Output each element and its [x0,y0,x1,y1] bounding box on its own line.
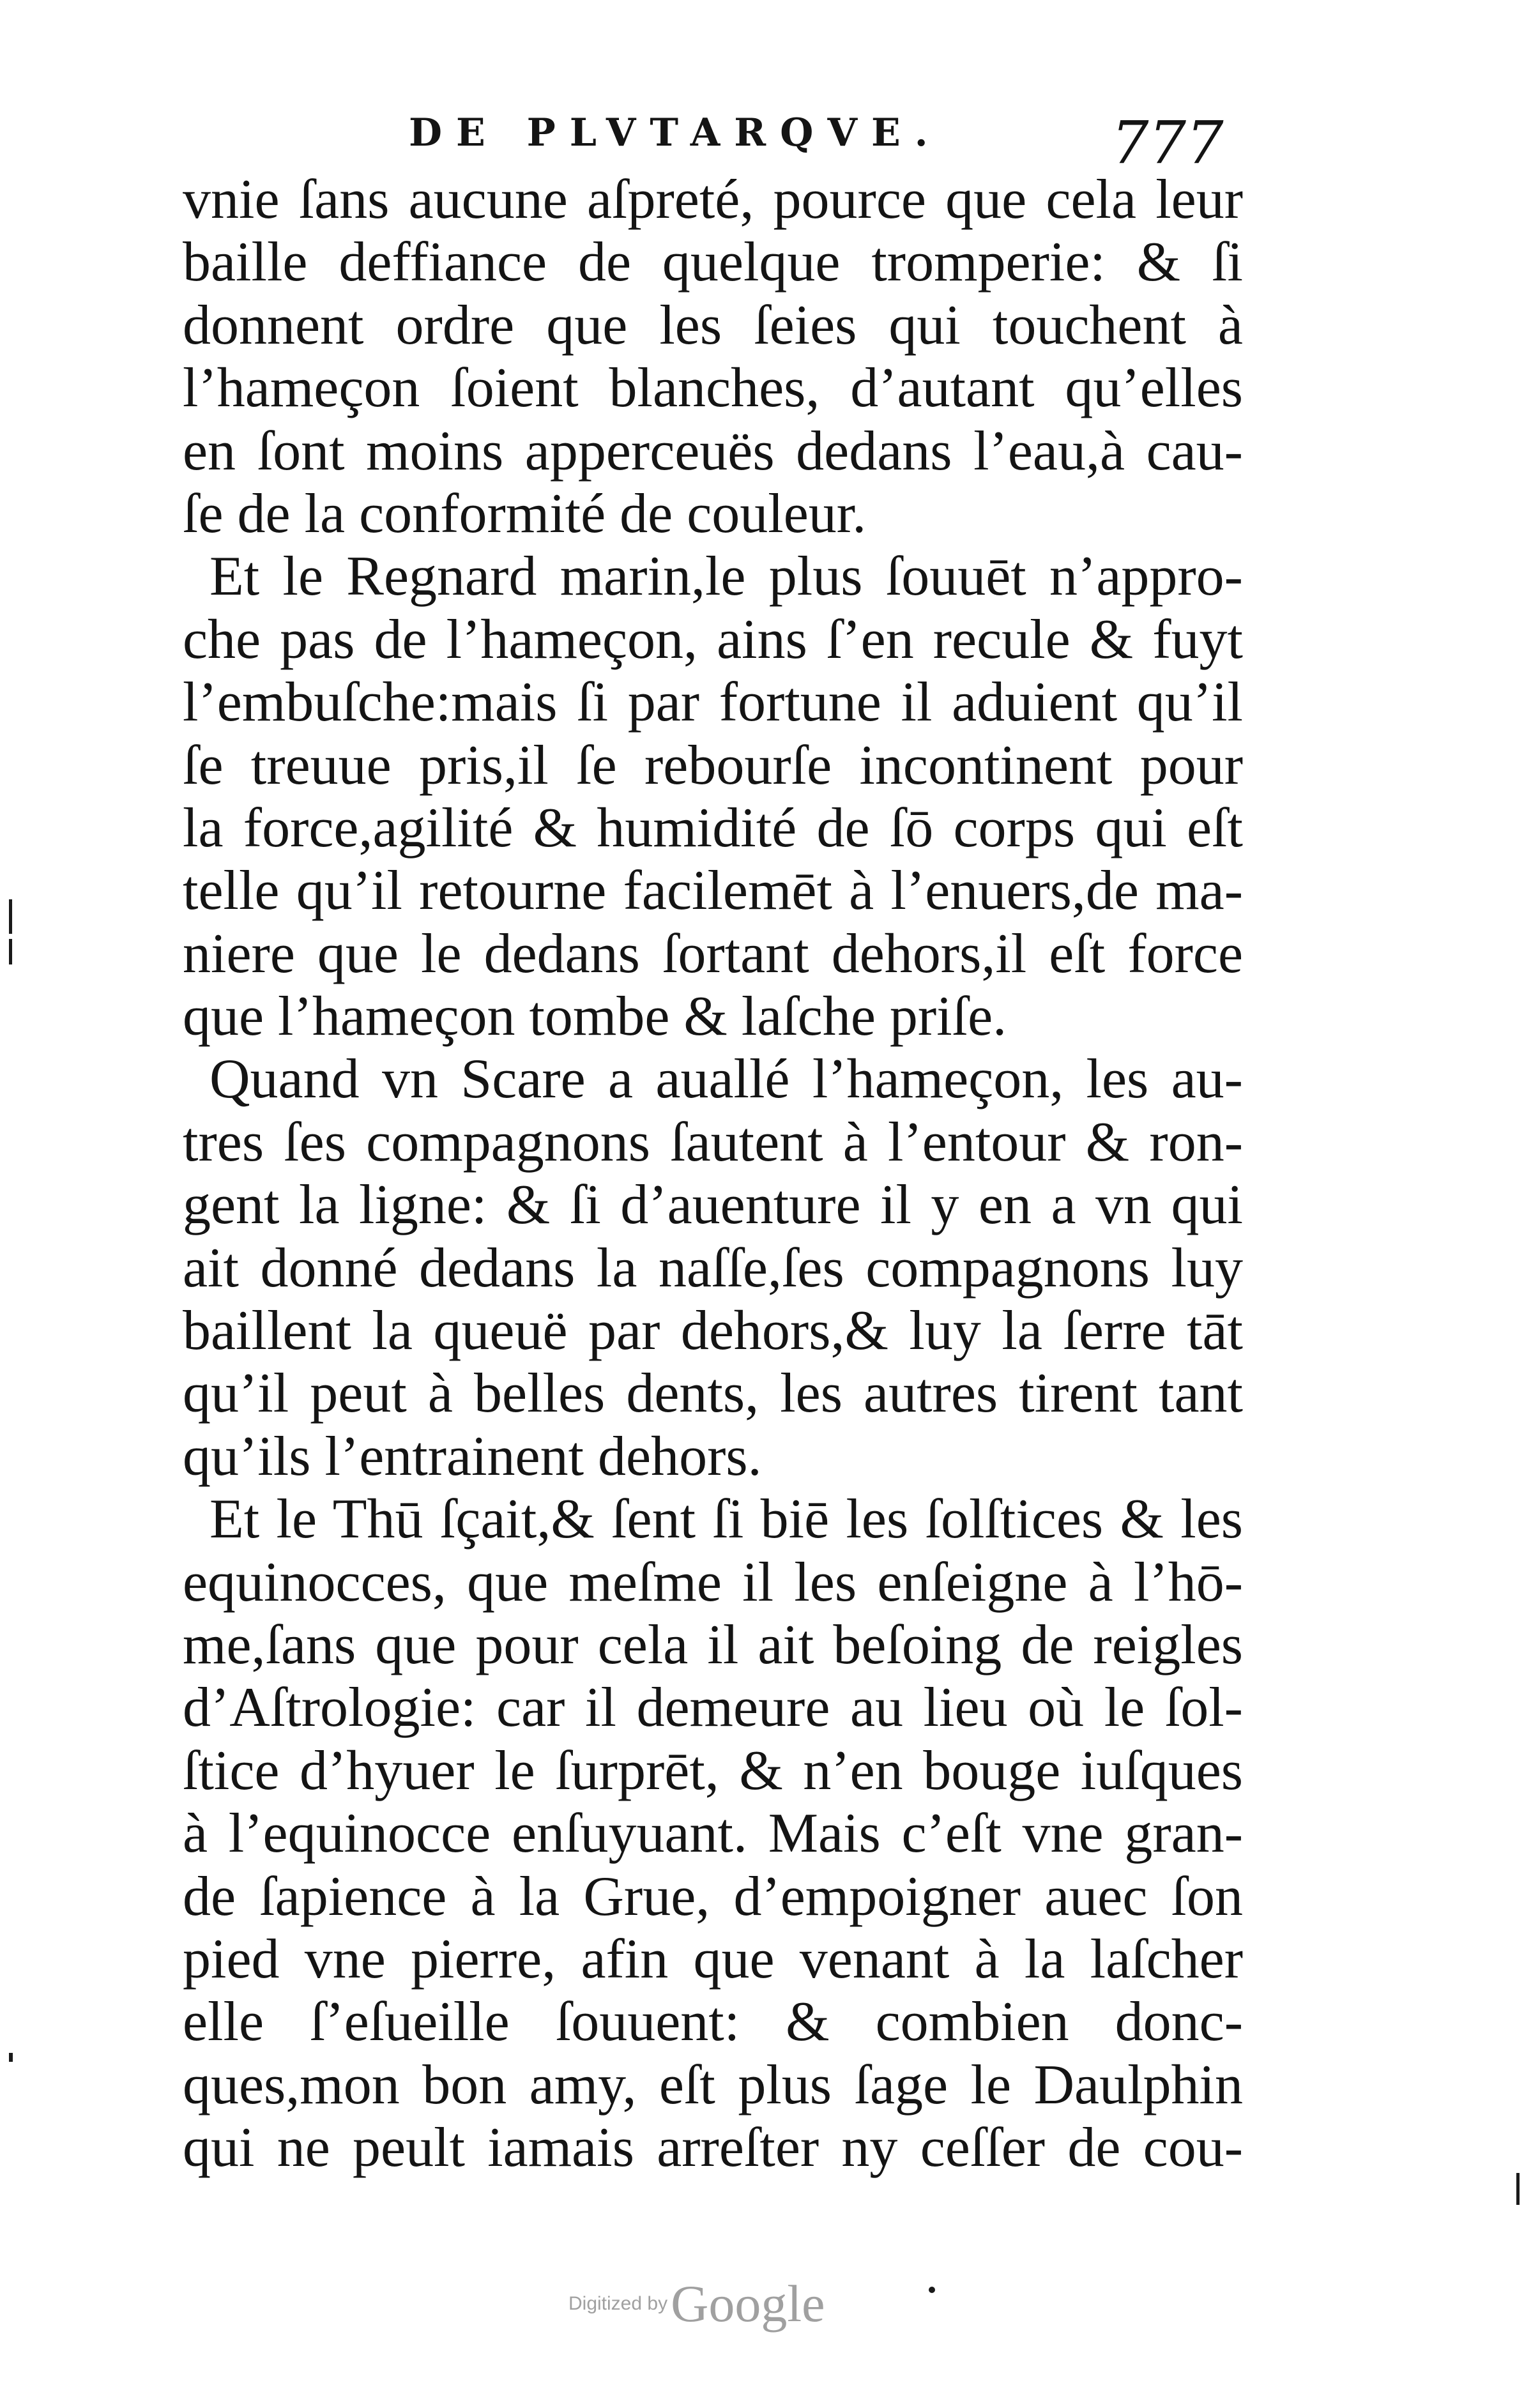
text-line: che pas de l’hameçon, ains ſ’en recule & fuyt [183,608,1243,671]
text-line: qui ne peult iamais arreſter ny ceſſer de cou- [183,2117,1243,2179]
paragraph-first-line: Et le Thū ſçait,& ſent ſi biē les ſolſtices & les [210,1488,1243,1551]
text-line: pied vne pierre, afin que venant à la laſcher [183,1928,1243,1990]
page-number: 777 [1111,109,1224,177]
margin-mark [9,2053,13,2062]
text-line: ſtice d’hyuer le ſurprēt, & n’en bouge iuſques [183,1739,1243,1802]
text-line: donnent ordre que les ſeies qui touchent à [183,294,1243,356]
text-line: ait donné dedans la naſſe,ſes compagnons luy [183,1237,1243,1299]
digitization-watermark [568,2274,825,2334]
running-head: DE PLVTARQVE. [409,110,942,155]
text-line: l’hameçon ſoient blanches, d’autant qu’elles [183,357,1243,420]
margin-mark [9,899,12,934]
ink-speck [929,2287,935,2293]
watermark-prefix: Digitized by [568,2293,668,2314]
text-line: en ſont moins apperceuës dedans l’eau,à cau- [183,420,1243,482]
text-block [183,169,1243,2180]
text-line: elle ſ’eſueille ſouuent: & combien donc- [183,1991,1243,2054]
text-line: l’embuſche:mais ſi par fortune il aduient qu’il [183,671,1243,734]
text-line: qu’il peut à belles dents, les autres tirent tant [183,1362,1243,1425]
text-line: ſe de la conformité de couleur. [183,482,867,545]
text-line: vnie ſans aucune aſpreté, pource que cela leur [183,169,1243,231]
margin-mark [1516,2173,1520,2205]
text-line: gent la ligne: & ſi d’auenture il y en a vn qui [183,1174,1243,1237]
paragraph-first-line: Quand vn Scare a auallé l’hameçon, les au- [210,1048,1243,1111]
text-line: equinocces, que meſme il les enſeigne à l’hō- [183,1551,1243,1613]
text-line: de ſapience à la Grue, d’empoigner auec ſon [183,1865,1243,1928]
text-line: à l’equinocce enſuyuant. Mais c’eſt vne gran- [183,1802,1243,1865]
text-line: qu’ils l’entrainent dehors. [183,1425,762,1488]
text-line: d’Aſtrologie: car il demeure au lieu où le ſol- [183,1677,1243,1739]
text-line: niere que le dedans ſortant dehors,il eſt force [183,922,1243,985]
text-line: ques,mon bon amy, eſt plus ſage le Daulphin [183,2054,1243,2116]
text-line: la force,agilité & humidité de ſō corps qui eſt [183,796,1243,859]
paragraph-first-line: Et le Regnard marin,le plus ſouuēt n’appro- [210,545,1243,608]
text-line: telle qu’il retourne facilemēt à l’enuers,de ma- [183,860,1243,922]
text-line: que l’hameçon tombe & laſche priſe. [183,986,1007,1048]
watermark-logo-text: Google [671,2275,825,2333]
margin-mark [9,939,12,964]
text-line: me,ſans que pour cela il ait beſoing de reigles [183,1613,1243,1676]
text-line: tres ſes compagnons ſautent à l’entour & ron- [183,1111,1243,1173]
text-line: baille deffiance de quelque tromperie: & ſi [183,231,1243,294]
text-line: ſe treuue pris,il ſe rebourſe incontinent pour [183,734,1243,796]
text-line: baillent la queuë par dehors,& luy la ſerre tāt [183,1300,1243,1362]
